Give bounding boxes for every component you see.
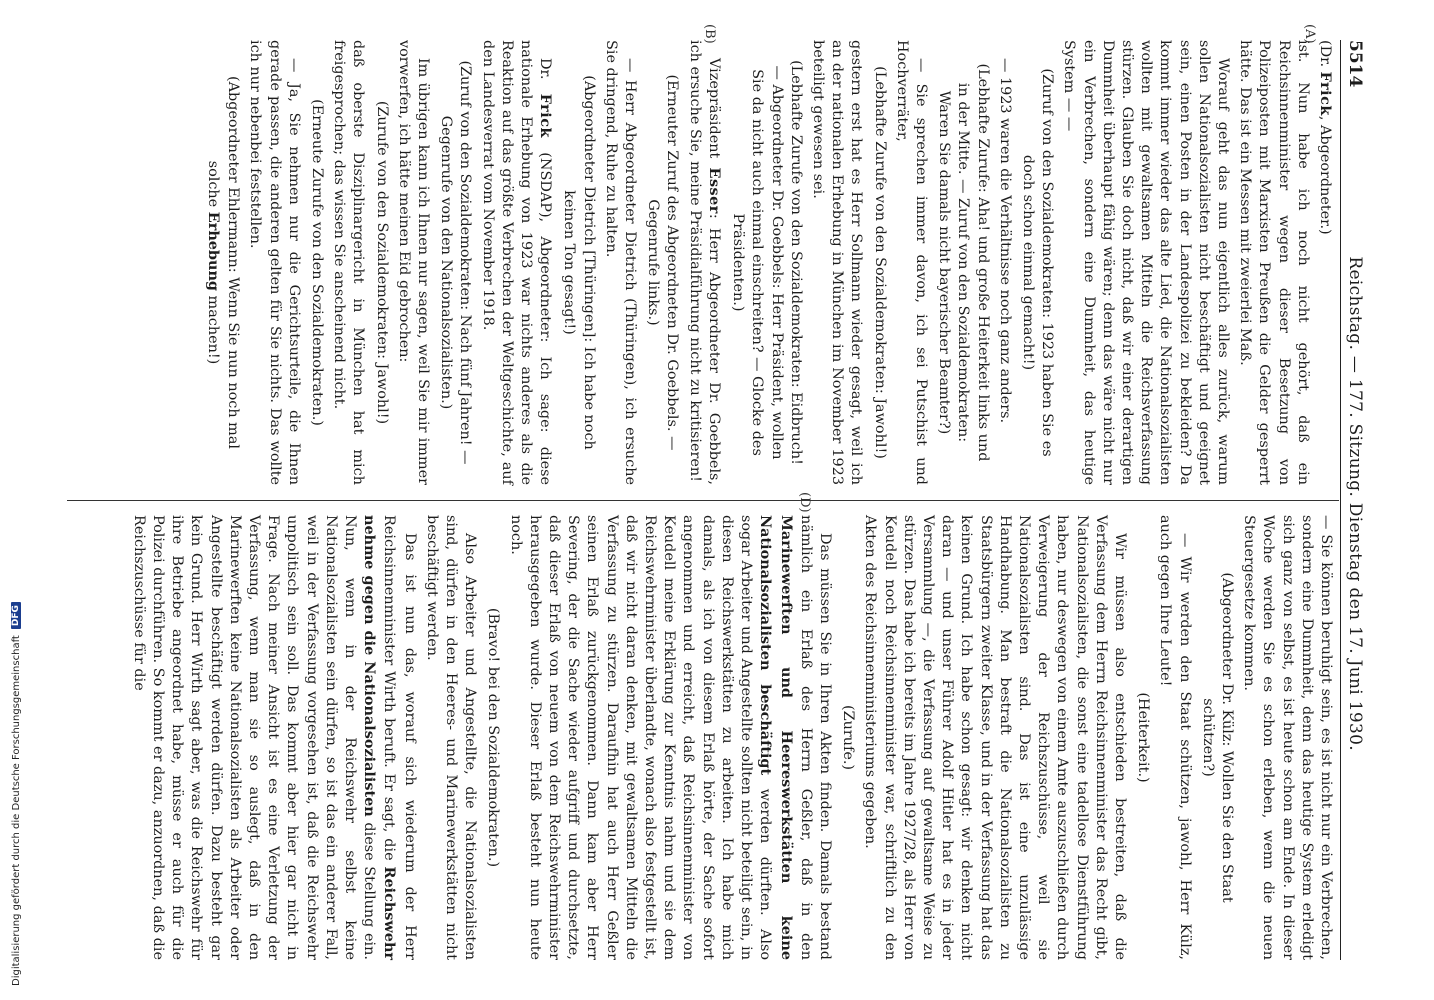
right-column (126, 515, 1335, 960)
left-column (199, 40, 1335, 485)
interjection: (Lebhafte Zurufe: Aha! und große Heiterkeit links und in der Mitte. — Zuruf von den Sozialdemokraten: Waren Sie damals nicht bayerischer Beamter?) (936, 63, 991, 462)
paragraph: (Dr. Frick, Abgeordneter.) (1317, 40, 1334, 235)
paragraph: Also Arbeiter und Angestellte, die Nationalsozialisten sind, dürfen in den Heeres- und Marinewerkstätten nicht beschäftigt werden. (423, 515, 479, 960)
paragraph: Worauf geht das nun eigentlich alles zurück, warum sollen Nationalsozialisten nicht beschäftigt und geeignet sein, einen Posten in der Landespolizei zu bekleiden? Da kommt immer wieder das alte Lied, die Nationalsozialisten wollten mit gewaltsamen Mitteln die Reichsverfassung stürzen. Glauben Sie doch nicht, daß wir einer derartigen Dummheit überhaupt fähig wären; denn das wäre nicht nur ein Verbrechen, sondern eine Dummheit, das heutige System — — (1061, 40, 1231, 485)
emphasized-text: Reichswehr nehme gegen die Nationalsozialisten (361, 515, 399, 960)
paragraph: — Sie können beruhigt sein, es ist nicht nur ein Verbrechen, sondern eine Dummheit, denn das heutige System erledigt sich ganz von selbst, es ist heute schon am Ende. In dieser Woche werden Sie es schon erleben, wenn die neuen Steuergesetze kommen. (1241, 515, 1334, 960)
footer-text: Digitalisierung gefördert durch die Deutsche Forschungsgemeinschaft (10, 635, 22, 986)
paragraph: — 1923 waren die Verhältnisse noch ganz anders. (996, 58, 1013, 424)
paragraph: Das ist nun das, worauf sich wiederum der Herr Reichsinnenminister Wirth beruft. Er sagt, die Reichswehr nehme gegen die Nationalsozialisten diese Stellung ein. Nun, wenn in der Reichswehr selbst keine Nationalsozialisten sein dürfen, so ist das ein anderer Fall, weil in der Verfassung vorgesehen ist, daß die Reichswehr unpolitisch sein soll. Das kommt aber hier gar nicht in Frage. Nach meiner Ansicht ist es eine Verletzung der Verfassung, wenn man sie so auslegt, daß in den Marinewerften keine Nationalsozialisten als Arbeiter oder Angestellte beschäftigt werden dürfen. Dazu besteht gar kein Grund. Herr Wirth sagt aber, was die Reichswehr für ihre Betriebe angeordnet habe, müsse er auch für die Polizei durchführen. So kommt er dazu, anzuordnen, daß die Reichszuschüsse für die (130, 515, 418, 960)
interjection: (Lebhafte Zurufe von den Sozialdemokraten: Jawohl!) (871, 66, 888, 459)
paragraph: gestern erst hat es Herr Sollmann wieder gesagt, weil ich an der nationalen Erhebung in München im November 1923 beteiligt gewesen sei. (809, 40, 865, 485)
interjection: (Erneuter Zuruf des Abgeordneten Dr. Goebbels. — Gegenrufe links.) (645, 74, 681, 451)
paragraph: — Wir werden den Staat schützen, jawohl, Herr Külz, auch gegen Ihre Leute! (1157, 515, 1193, 960)
paragraph: — Sie sprechen immer davon, ich sei Putschist und Hochverräter, (893, 40, 929, 485)
interjection: (Erneute Zurufe von den Sozialdemokraten.) (309, 99, 326, 426)
interjection: (Lebhafte Zurufe von den Sozialdemokraten: Eidbruch! — Abgeordneter Dr. Goebbels: Herr Präsident, wollen Sie da nicht auch einmal einschreiten? — Glocke des Präsidenten.) (730, 60, 804, 465)
speaker-name: Frick (537, 93, 555, 138)
speaker-name: Frick (1317, 71, 1334, 116)
page-number: 5514 (1345, 40, 1365, 88)
interjection: (Zuruf von den Sozialdemokraten: Nach fünf Jahren! — Gegenrufe von den Nationalsozialisten.) (438, 60, 474, 465)
paragraph: Im übrigen kann ich Ihnen nur sagen, weil Sie mir immer vorwerfen, ich hätte meinen Eid gebrochen: (395, 40, 432, 485)
speaker-name: Esser (705, 167, 723, 214)
paragraph: ist. Nun habe ich noch nicht gehört, daß ein Reichsinnenminister wegen dieser Besetzung von Polizeiposten mit Marxisten Preußen die Gelder gesperrt hätte. Das ist ein Messen mit zweierlei Maß. (1237, 40, 1311, 485)
document-page (57, 24, 1377, 970)
interjection: (Abgeordneter Dietrich [Thüringen]: Ich habe noch keinen Ton gesagt!) (561, 75, 597, 450)
footer (8, 6, 24, 994)
page-header (1340, 40, 1377, 960)
paragraph: — Ja, Sie nehmen nur die Gerichtsurteile, die Ihnen gerade passen, die anderen gelten für Sie nichts. Das wollte ich nur nebenbei feststellen. (247, 40, 302, 485)
paragraph: — Herr Abgeordneter Dietrich (Thüringen), ich ersuche Sie dringend, Ruhe zu halten. (602, 40, 639, 485)
paragraph: Vizepräsident Esser: Herr Abgeordneter Dr. Goebbels, ich ersuche Sie, meine Präsidialführung nicht zu kritisieren! (686, 40, 723, 486)
page-title: Reichstag. — 177. Sitzung. Dienstag den 17. Juni 1930. (1345, 256, 1365, 751)
margin-marker-a: (A) (1302, 24, 1317, 44)
interjection: (Abgeordneter Ehlermann: Wenn Sie nun noch mal solche Erhebung machen!) (205, 75, 242, 450)
paragraph: daß oberste Disziplinargericht in München hat mich freigesprochen; das wissen Sie anscheinend nicht. (331, 40, 367, 485)
interjection: (Abgeordneter Dr. Külz: Wollen Sie den Staat schützen?) (1199, 572, 1235, 903)
paragraph: Das müssen Sie in Ihren Akten finden. Damals bestand nämlich ein Erlaß des Herrn Geßler, daß in den Marinewerften und Heereswerkstätten keine Nationalsozialisten beschäftigt werden dürften. Also sogar Arbeiter und Angestellte sollten nicht beteiligt sein, in diesen Reichswerkstätten zu arbeiten. Ich habe mich damals, als ich von diesem Erlaß hörte, der Sache sofort angenommen und erreicht, daß Reichsinnenminister von Keudell meine Erklärung zur Kenntnis nahm und sie dem Reichswehrminister überlandte, wonach also festgestellt ist, daß wir nicht daran denken, mit gewaltsamen Mitteln die Verfassung zu stürzen. Daraufhin hat auch Herr Geßler seinen Erlaß zurückgenommen. Dann kam aber Herr Severing, der die Sache wieder aufgriff und durchsetzte, daß dieser Erlaß von neuem von dem Reichswehrminister herausgegeben wurde. Dieser Erlaß besteht nun heute noch. (507, 515, 833, 960)
interjection: (Zurufe von den Sozialdemokraten: Jawohl!) (373, 100, 390, 425)
paragraph: Wir müssen also entschieden bestreiten, daß die Verfassung dem Herrn Reichsinnenminister das Recht gibt, Nationalsozialisten, die sonst eine tadellose Dienstführung haben, nur deswegen von einem Amte auszuschließen durch Verweigerung der Reichszuschüsse, weil sie Nationalsozialisten sind. Das ist eine unzulässige Handhabung. Man bestraft die Nationalsozialisten zu Staatsbürgern zweiter Klasse, und in der Verfassung hat das keinen Grund. Ich habe schon gesagt: wir denken nicht daran — und unser Führer Adolf Hitler hat es in jeder Versammlung —, die Verfassung auf gewaltsame Weise zu stürzen. Das habe ich bereits im Jahre 1927/28, als Herr von Keudell noch Reichsinnenminister war, schriftlich zu den Akten des Reichsinnenministeriums gegeben. (862, 515, 1128, 960)
margin-marker-d: (D) (797, 492, 812, 513)
emphasized-text: Erhebung (205, 211, 223, 291)
paragraph: Dr. Frick (NSDAP), Abgeordneter: Ich sage: diese nationale Erhebung von 1923 war nichts anderes als die Reaktion auf das größte Verbrechen der Weltgeschichte, auf den Landesverrat vom November 1918. (479, 40, 555, 485)
emphasized-text: Marinewerften und Heereswerkstätten keine Nationalsozialisten beschäftigt (757, 515, 795, 960)
interjection: (Zurufe.) (840, 704, 857, 771)
margin-marker-b: (B) (702, 24, 717, 44)
interjection: (Bravo! bei den Sozialdemokraten.) (485, 607, 502, 868)
column-divider (67, 500, 1339, 501)
interjection: (Zuruf von den Sozialdemokraten: 1923 haben Sie es doch schon einmal gemacht!) (1019, 68, 1056, 457)
interjection: (Heiterkeit.) (1135, 692, 1152, 783)
dfg-logo: DFG (11, 602, 21, 629)
